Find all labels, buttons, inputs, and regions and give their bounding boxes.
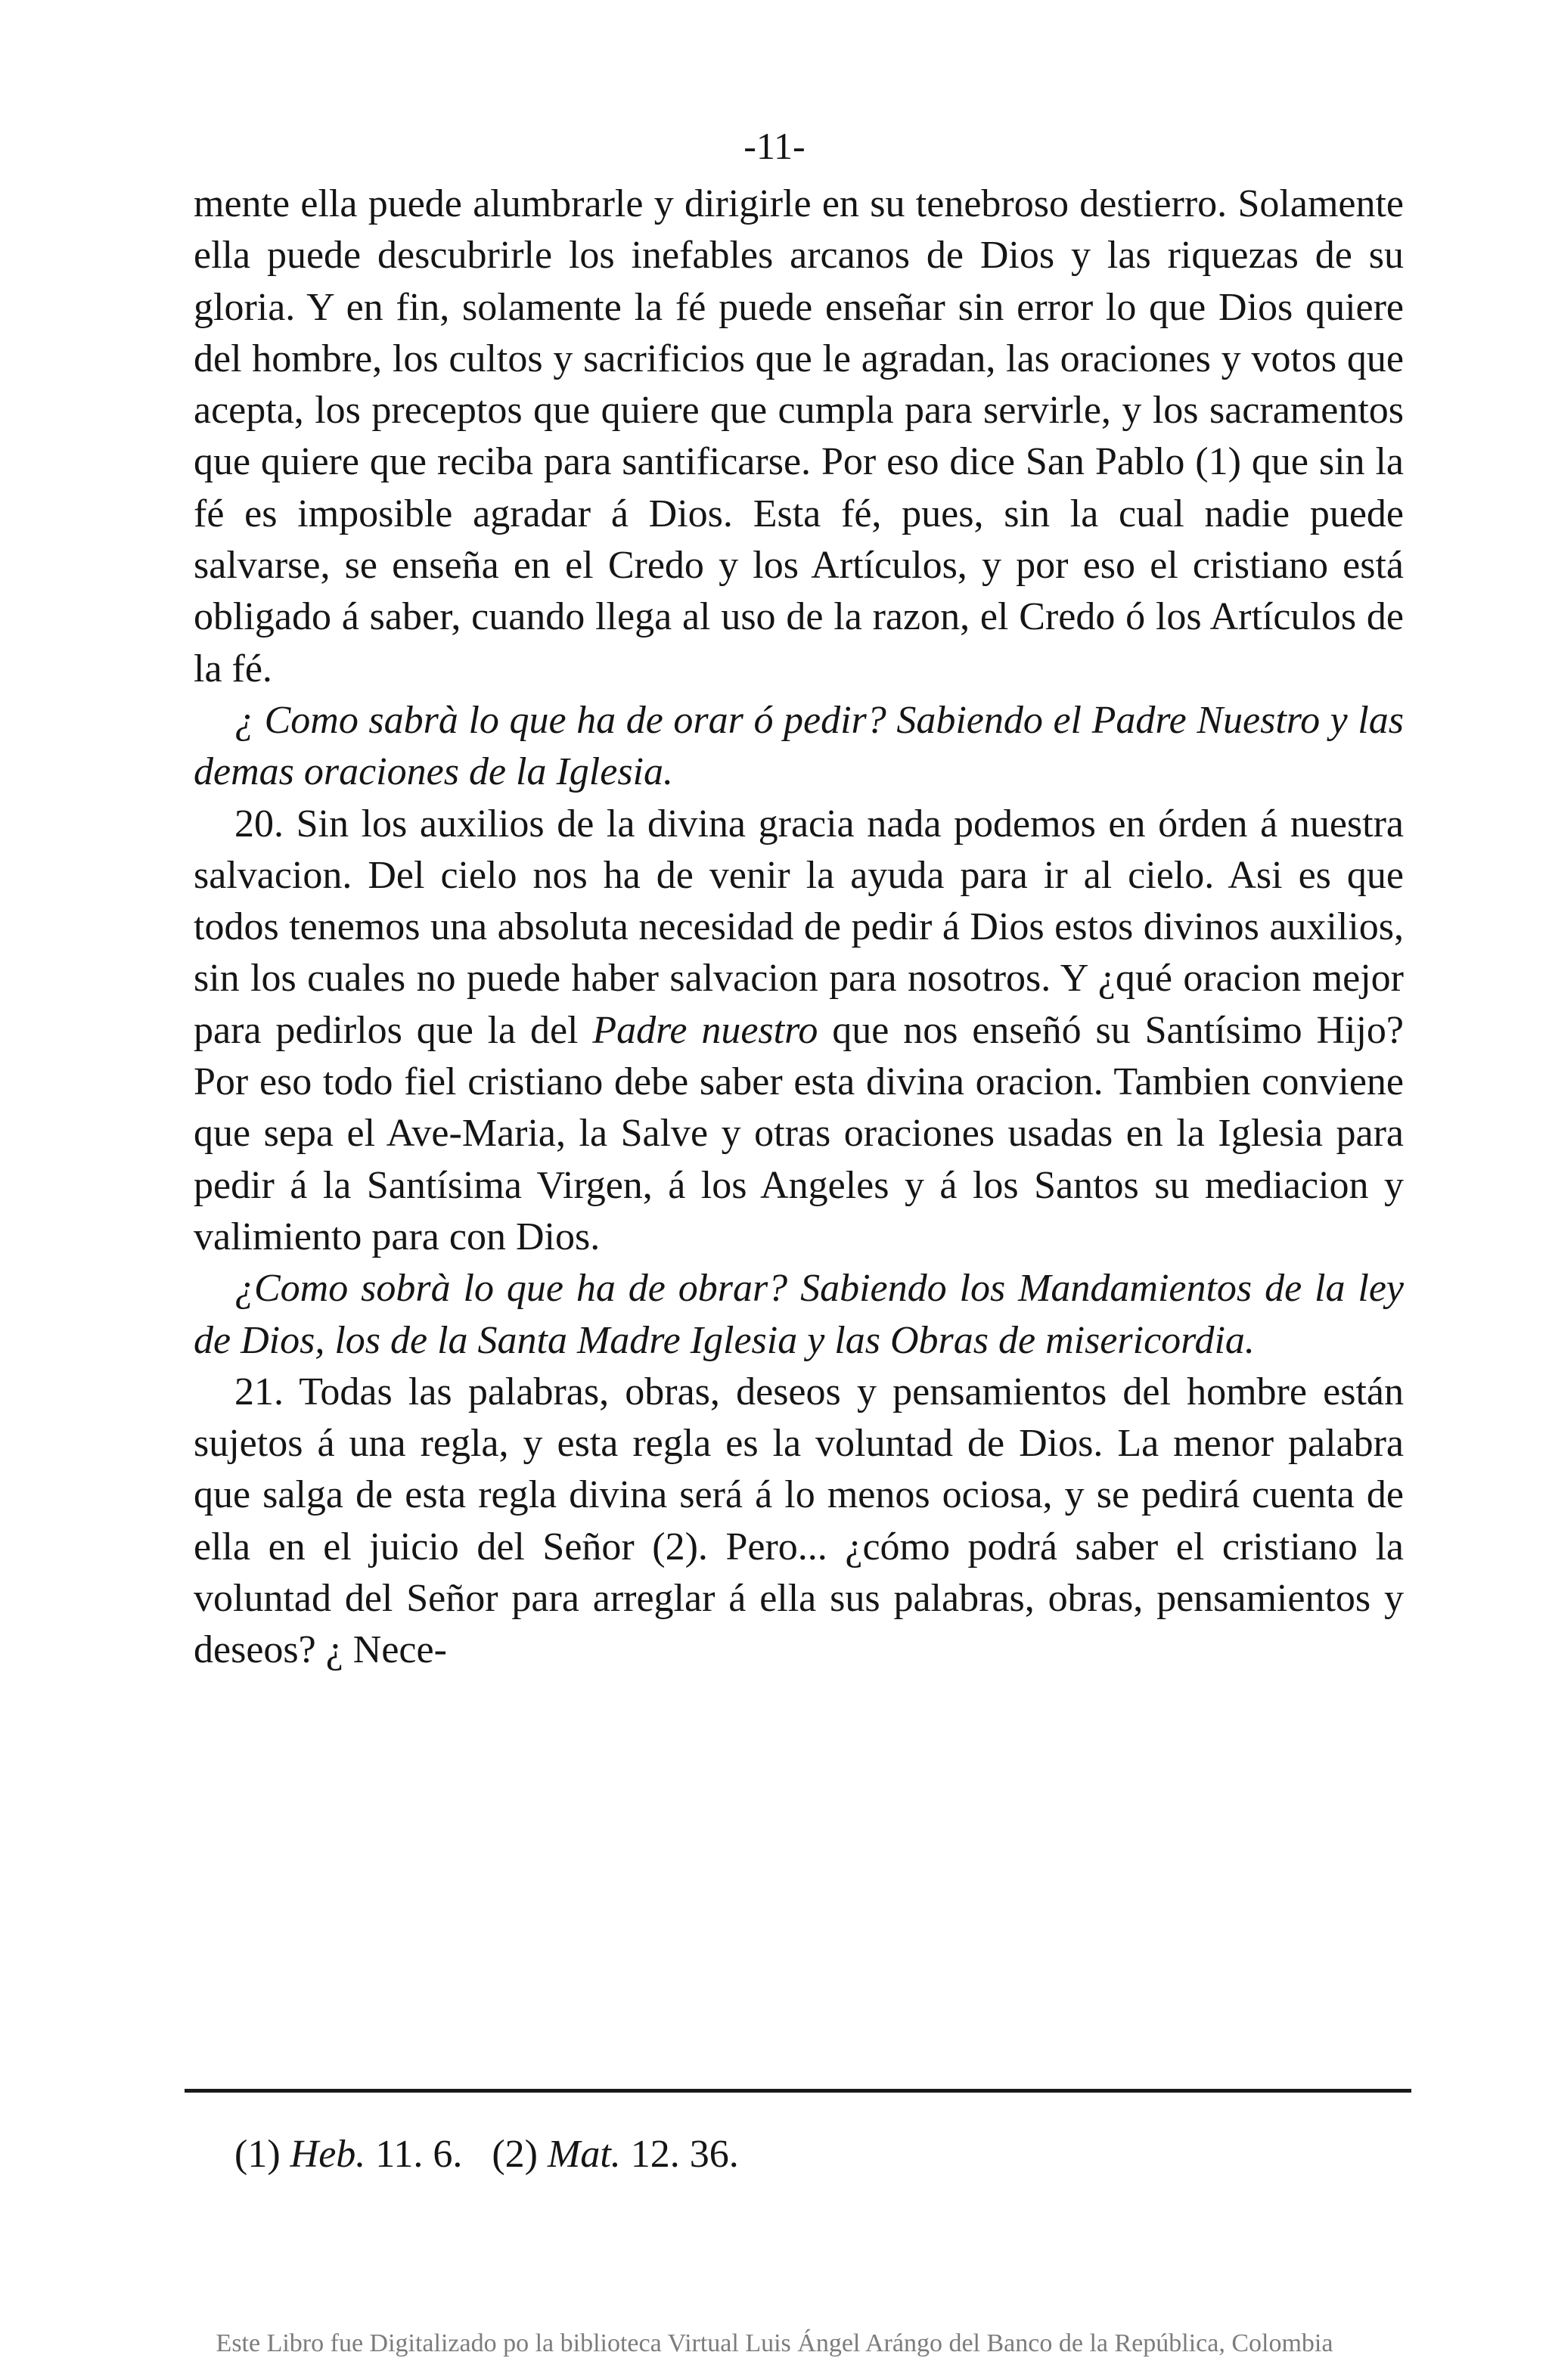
footnote-2 [492, 2133, 738, 2176]
footnote-1-ref: 11. 6. [375, 2133, 463, 2176]
body-text [194, 178, 1404, 1677]
question-prayer: ¿ Como sabrà lo que ha de orar ó pedir? Sabiendo el Padre Nuestro y las demas oraciones de la Iglesia. [194, 698, 1404, 794]
digitization-credit: Este Libro fue Digitalizado po la biblioteca Virtual Luis Ángel Arángo del Banco de la República, Colombia [216, 2329, 1333, 2357]
footnote-1 [234, 2133, 472, 2176]
footnote-1-source: Heb. [290, 2133, 366, 2176]
paragraph-20-text: 20. Sin los auxilios de la divina gracia nada podemos en órden á nuestra salvacion. Del cielo nos ha de venir la ayuda para ir al cielo. Asi es que todos tenemos una absoluta necesidad de pedir á Dios estos divinos auxilios, sin los cuales no puede haber salvacion para nosotros. Y ¿qué oracion mejor para pedirlos que la del [194, 802, 1404, 1052]
footnote-2-mark: (2) [492, 2133, 538, 2176]
padre-nuestro-emphasis: Padre nuestro [592, 1008, 818, 1052]
footnotes [234, 2131, 739, 2178]
paragraph-20 [194, 799, 1404, 1264]
page-number: -11- [743, 125, 806, 167]
footnote-2-ref: 12. 36. [630, 2133, 739, 2176]
paragraph-21: 21. Todas las palabras, obras, deseos y pensamientos del hombre están sujetos á una regla, y esta regla es la voluntad de Dios. La menor palabra que salga de esta regla divina será á lo menos ociosa, y se pedirá cuenta de ella en el juicio del Señor (2). Pero... ¿cómo podrá saber el cristiano la voluntad del Señor para arreglar á ella sus palabras, obras, pensamientos y deseos? ¿ Nece- [194, 1370, 1404, 1672]
footnote-2-source: Mat. [548, 2133, 621, 2176]
paragraph-faith: mente ella puede alumbrarle y dirigirle en su tenebroso destierro. Solamente ella puede descubrirle los inefables arcanos de Dios y las riquezas de su gloria. Y en fin, solamente la fé puede enseñar sin error lo que Dios quiere del hombre, los cultos y sacrificios que le agradan, las oraciones y votos que acepta, los preceptos que quiere que cumpla para servirle, y los sacramentos que quiere que reciba para santificarse. Por eso dice San Pablo (1) que sin la fé es imposible agradar á Dios. Esta fé, pues, sin la cual nadie puede salvarse, se enseña en el Credo y los Artículos, y por eso el cristiano está obligado á saber, cuando llega al uso de la razon, el Credo ó los Artículos de la fé. [194, 182, 1404, 690]
paragraph-20-continuation: que nos enseñó su Santísimo Hijo? Por eso todo fiel cristiano debe saber esta divina oracion. Tambien conviene que sepa el Ave-Maria, la Salve y otras oraciones usadas en la Iglesia para pedir á la Santísima Virgen, á los Angeles y á los Santos su mediacion y valimiento para con Dios. [194, 1008, 1404, 1258]
question-works: ¿Como sobrà lo que ha de obrar? Sabiendo los Mandamientos de la ley de Dios, los de la Santa Madre Iglesia y las Obras de misericordia. [194, 1267, 1404, 1362]
footnote-1-mark: (1) [234, 2133, 281, 2176]
footnote-divider [185, 2089, 1411, 2093]
